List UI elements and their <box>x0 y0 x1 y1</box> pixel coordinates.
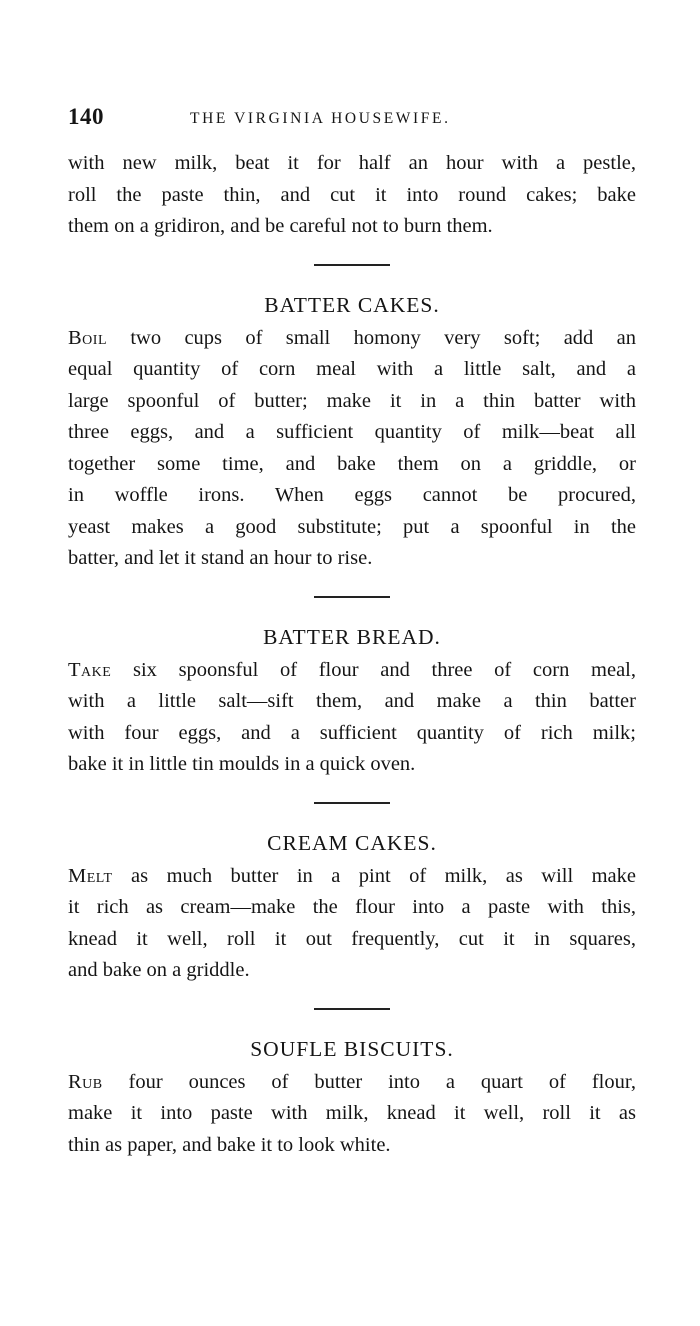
section-divider <box>314 802 390 804</box>
text-line: Melt as much butter in a pint of milk, as will make <box>68 864 636 887</box>
text-line: equal quantity of corn meal with a little salt, and a <box>68 358 636 380</box>
text-line: with a little salt—sift them, and make a thin batter <box>68 690 636 712</box>
recipe-batter-bread <box>68 655 636 781</box>
recipe-batter-cakes <box>68 323 636 575</box>
text-line: roll the paste thin, and cut it into round cakes; bake <box>68 183 636 206</box>
first-word: Rub <box>68 1070 103 1093</box>
text-line: Take six spoonsful of flour and three of corn meal, <box>68 658 636 681</box>
text-line: yeast makes a good substitute; put a spoonful in the <box>68 515 636 538</box>
running-title: THE VIRGINIA HOUSEWIFE. <box>190 110 451 127</box>
text-line: bake it in little tin moulds in a quick oven. <box>68 753 416 775</box>
text-line: large spoonful of butter; make it in a thin batter with <box>68 389 636 412</box>
text-line: make it into paste with milk, knead it well, roll it as <box>68 1102 636 1124</box>
page-number: 140 <box>68 104 104 129</box>
text-line: in woffle irons. When eggs cannot be procured, <box>68 484 636 506</box>
text-line: them on a gridiron, and be careful not to burn them. <box>68 215 493 237</box>
intro-paragraph <box>68 148 636 243</box>
section-divider <box>314 1008 390 1010</box>
first-word: Boil <box>68 326 107 349</box>
text-line: Rub four ounces of butter into a quart of flour, <box>68 1070 636 1093</box>
running-head <box>68 104 636 134</box>
text-line: it rich as cream—make the flour into a paste with this, <box>68 896 636 918</box>
book-page <box>68 104 636 1161</box>
recipe-soufle-biscuits <box>68 1067 636 1162</box>
text-line: with four eggs, and a sufficient quantity of rich milk; <box>68 721 636 744</box>
text-line: three eggs, and a sufficient quantity of milk—beat all <box>68 421 636 443</box>
recipe-cream-cakes <box>68 861 636 987</box>
text-line: knead it well, roll it out frequently, cut it in squares, <box>68 927 636 950</box>
section-heading-batter-bread: BATTER BREAD. <box>263 624 441 649</box>
text-line: with new milk, beat it for half an hour with a pestle, <box>68 152 636 174</box>
section-divider <box>314 264 390 266</box>
text-line: together some time, and bake them on a griddle, or <box>68 452 636 475</box>
text-line: thin as paper, and bake it to look white. <box>68 1133 391 1156</box>
section-heading-cream-cakes: CREAM CAKES. <box>267 830 437 855</box>
first-word: Melt <box>68 864 113 887</box>
section-heading-batter-cakes: BATTER CAKES. <box>264 292 440 317</box>
text-line: Boil two cups of small homony very soft; add an <box>68 326 636 349</box>
first-word: Take <box>68 658 112 681</box>
section-divider <box>314 596 390 598</box>
text-line: batter, and let it stand an hour to rise. <box>68 547 373 569</box>
section-heading-soufle-biscuits: SOUFLE BISCUITS. <box>250 1036 454 1061</box>
text-line: and bake on a griddle. <box>68 959 250 981</box>
